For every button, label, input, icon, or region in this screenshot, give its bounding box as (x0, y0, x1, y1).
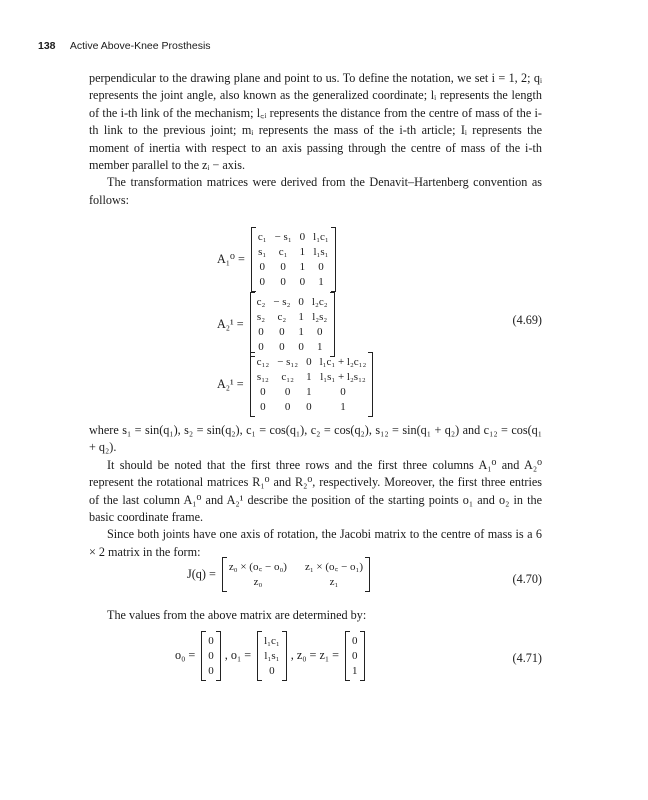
matrix-a10 (251, 228, 336, 291)
vector-o1-cell: l₁s₁ (264, 650, 280, 662)
matrix-a21-cell: 0 (258, 326, 264, 338)
vector-o0-cell: 0 (208, 635, 214, 647)
matrix-a21-combined-cell: 0 (306, 356, 312, 368)
matrix-a10-row (217, 228, 648, 291)
vector-z (345, 632, 365, 680)
running-header (38, 40, 211, 52)
matrix-a10-cell: 1 (318, 276, 324, 288)
matrix-a10-cell: 1 (299, 261, 306, 273)
matrix-a10-cell: − s₁ (274, 231, 292, 243)
o0-label: o₀ = (175, 648, 196, 663)
matrix-a21-cell: 0 (298, 296, 304, 308)
matrix-a21-combined (250, 353, 374, 416)
equation-number-4-69: (4.69) (512, 313, 542, 327)
matrix-a10-cell: 0 (280, 276, 286, 288)
matrix-a10-cell: c₁ (257, 231, 267, 243)
matrix-a21-combined-cell: c₁₂ (256, 356, 270, 368)
vectors-row (175, 632, 628, 680)
matrix-a21-cell: 1 (298, 311, 304, 323)
matrix-a21-combined-cell: l₁c₁ + l₂c₁₂ (319, 356, 367, 368)
running-title: Active Above-Knee Prosthesis (69, 40, 211, 52)
jacobian-label: J(q) = (187, 566, 216, 581)
equation-number-4-70: (4.70) (512, 572, 542, 586)
paragraph-3-block (89, 607, 542, 624)
equation-number-4-71: (4.71) (512, 651, 542, 665)
matrix-a21-combined-cell: 0 (306, 401, 312, 413)
matrix-a21-combined-cell: c₁₂ (281, 371, 294, 383)
matrix-a10-label: A₁⁰ = (217, 251, 245, 266)
matrix-a21-combined-cell: 1 (306, 371, 312, 383)
matrix-a21-combined-cell: s₁₂ (256, 371, 269, 383)
vector-o0 (201, 632, 221, 680)
matrix-a21-combined-label: A₂¹ = (217, 376, 244, 391)
matrix-a21-combined-cell: 0 (284, 386, 291, 398)
jacobian-cell: z₁ × (o꜀ − o₁) (304, 561, 364, 573)
matrix-a21-cell: 1 (316, 341, 323, 353)
paragraph-values-intro: The values from the above matrix are determined by: (107, 608, 367, 622)
page-number: 138 (38, 40, 56, 52)
vector-o1-cell: l₁c₁ (264, 635, 280, 647)
paragraph-rotation-note: It should be noted that the first three rows and the first three columns A₁⁰ and A₂⁰ represent the rotational matrices R₁⁰ and R₂⁰, respectively. Moreover, the first three entries of the last column A₁⁰ and A₂¹ describe the position of the starting points o₁ and o₂ in the basic coordinate frame. (89, 457, 542, 525)
vector-o0-cell: 0 (208, 665, 214, 677)
matrix-a10-cell: 0 (259, 261, 265, 273)
paragraph-transform-intro: The transformation matrices were derived from the Denavit–Hartenberg convention as follows: (89, 175, 542, 207)
paragraph-2-block (89, 422, 542, 561)
matrix-a10-cell: 0 (318, 261, 324, 273)
matrix-a10-cell: 0 (259, 276, 265, 288)
matrix-a10-cell: c₁ (278, 246, 288, 258)
matrix-a21-cell: l₂c₂ (311, 296, 328, 308)
matrix-a21-combined-row (217, 353, 648, 416)
paragraph-notation: perpendicular to the drawing plane and point to us. To define the notation, we set i = 1, 2; qᵢ represents the joint angle, also known as the generalized coordinate; lᵢ represents the length of the i-th link of the mechanism; l꜀ᵢ represents the distance from the centre of mass of the i-th link to the previous joint; mᵢ represents the mass of the i-th article; Iᵢ represents the moment of inertia with respect to an axis passing through the centre of mass of the i-th member parallel to the zᵢ − axis. (89, 71, 542, 173)
matrix-a21-cell: 0 (298, 341, 304, 353)
matrix-a21-cell: l₂s₂ (312, 311, 328, 323)
matrix-a10-cell: 0 (299, 276, 306, 288)
matrix-a21-cell: c₂ (256, 296, 266, 308)
matrix-a10-cell: l₁s₁ (313, 246, 329, 258)
vector-o1 (257, 632, 287, 680)
matrix-a10-cell: 1 (299, 246, 306, 258)
z-label: , z₀ = z₁ = (290, 648, 340, 663)
jacobian-cell: z₀ (253, 576, 263, 588)
paragraph-jacobi-intro: Since both joints have one axis of rotation, the Jacobi matrix to the centre of mass is a 6 × 2 matrix in the form: (89, 527, 542, 559)
matrix-a21-combined-cell: 0 (260, 386, 266, 398)
matrix-a21-combined-cell: 0 (260, 401, 266, 413)
matrix-a21-combined-cell: l₁s₁ + l₂s₁₂ (320, 371, 366, 383)
paragraph-1-block (89, 70, 542, 209)
matrix-a21-combined-cell: 0 (284, 401, 291, 413)
vector-o0-cell: 0 (208, 650, 214, 662)
matrix-a21-cell: 0 (279, 326, 285, 338)
vector-z-cell: 0 (352, 635, 358, 647)
matrix-a21-cell: − s₂ (273, 296, 291, 308)
o1-label: , o₁ = (224, 648, 252, 663)
matrix-a21-label: A₂¹ = (217, 316, 244, 331)
matrix-a21-row (217, 293, 648, 356)
matrix-a21-cell: 0 (279, 341, 285, 353)
matrix-a10-cell: 0 (280, 261, 286, 273)
matrix-a10-cell: 0 (299, 231, 306, 243)
paragraph-where: where s₁ = sin(q₁), s₂ = sin(q₂), c₁ = cos(q₁), c₂ = cos(q₂), s₁₂ = sin(q₁ + q₂) and c₁₂ = cos(q₁ + q₂). (89, 423, 542, 455)
jacobian-cell: z₀ × (o꜀ − o₀) (228, 561, 287, 573)
vector-z-cell: 0 (352, 650, 358, 662)
matrix-a21-cell: c₂ (277, 311, 287, 323)
matrix-a21-combined-cell: − s₁₂ (277, 356, 299, 368)
matrix-a21-combined-cell: 0 (340, 386, 346, 398)
jacobian-row (187, 558, 640, 591)
matrix-a21-cell: s₂ (256, 311, 266, 323)
matrix-a21-combined-cell: 1 (340, 401, 346, 413)
matrix-a21-cell: 0 (258, 341, 264, 353)
matrix-a21-cell: 1 (298, 326, 304, 338)
matrix-a21-cell: 0 (316, 326, 323, 338)
matrix-a21-combined-cell: 1 (306, 386, 312, 398)
matrix-a10-cell: l₁c₁ (313, 231, 329, 243)
matrix-a10-cell: s₁ (258, 246, 267, 258)
matrix-a21 (250, 293, 335, 356)
jacobian-matrix (222, 558, 370, 591)
vector-z-cell: 1 (352, 665, 358, 677)
jacobian-cell: z₁ (329, 576, 339, 588)
vector-o1-cell: 0 (269, 665, 275, 677)
